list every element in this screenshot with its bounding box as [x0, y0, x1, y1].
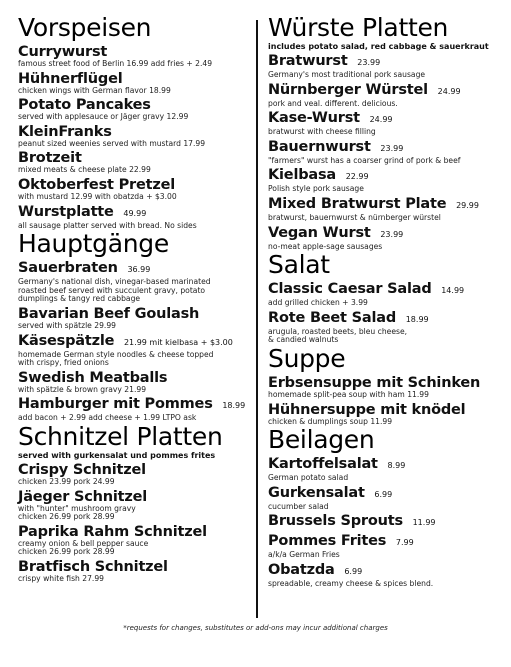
item-description: chicken 26.99 pork 28.99 [18, 547, 115, 557]
item-description: served with applesauce or Jäger gravy 12.99 [18, 112, 189, 122]
item-description: Germany's national dish, vinegar-based marinated [18, 277, 211, 287]
menu-item-erbsensuppe-mit-schinken [268, 375, 504, 400]
item-price: 23.99 [380, 229, 404, 239]
item-name [268, 82, 504, 100]
menu-item-obatzda [268, 562, 504, 589]
section-suppe [268, 345, 504, 426]
section-note: includes potato salad, red cabbage & sauerkraut [268, 42, 489, 51]
item-description: crispy white fish 27.99 [18, 573, 104, 583]
section-note: served with gurkensalat und pommes frites [18, 450, 216, 460]
item-name [18, 489, 252, 505]
item-name-text: Hühnerflügel [18, 70, 123, 87]
item-description: "farmers" wurst has a coarser grind of pork & beef [268, 155, 461, 165]
item-name [268, 533, 504, 551]
item-name-text: Kartoffelsalat [268, 456, 378, 473]
menu-item-rote-beet-salad [268, 310, 504, 345]
item-name-text: Wurstplatte [18, 203, 114, 220]
menu-item-gurkensalat [268, 485, 504, 512]
item-name-text: Brotzeit [18, 150, 82, 167]
item-name-text: Bavarian Beef Goulash [18, 305, 200, 322]
item-name-text: Erbsensuppe mit Schinken [268, 374, 481, 391]
item-price: 11.99 [412, 518, 436, 528]
item-name-text: Obatzda [268, 561, 335, 578]
item-name [268, 402, 504, 418]
menu-item-bratfisch-schnitzel [18, 559, 252, 584]
section-title: Hauptgänge [18, 229, 169, 259]
menu-item-kase-wurst [268, 110, 504, 137]
menu-item-oktoberfest-pretzel [18, 177, 252, 202]
section-title: Suppe [268, 343, 346, 373]
item-description: homemade German style noodles & cheese topped [18, 349, 214, 359]
item-price: 21.99 mit kielbasa + $3.00 [123, 337, 233, 347]
item-name-text: Kase-Wurst [268, 110, 360, 127]
item-name [18, 370, 252, 386]
section-title: Vorspeisen [18, 13, 152, 42]
section-title: Würste Platten [268, 13, 449, 42]
item-name-text: Bratfisch Schnitzel [18, 558, 168, 575]
section-wurste-platten [268, 14, 504, 251]
menu-item-bratwurst [268, 53, 504, 80]
item-name [268, 53, 504, 71]
item-description: add grilled chicken + 3.99 [268, 298, 368, 308]
item-price: 18.99 [222, 401, 246, 411]
item-name [18, 150, 252, 166]
menu-item-sauerbraten [18, 260, 252, 304]
item-description: creamy onion & bell pepper sauce [18, 538, 149, 548]
item-name [18, 124, 252, 140]
menu-item-swedish-meatballs [18, 370, 252, 395]
item-description: Polish style pork sausage [268, 184, 364, 194]
item-name-text: Vegan Wurst [268, 224, 371, 241]
item-name-text: Pommes Frites [268, 533, 387, 550]
item-name [268, 375, 504, 391]
item-price: 18.99 [405, 314, 429, 324]
item-description: Germany's most traditional pork sausage [268, 70, 426, 79]
item-description: cucumber salad [268, 501, 329, 511]
item-description: spreadable, creamy cheese & spices blend. [268, 578, 434, 588]
item-name [18, 306, 252, 322]
item-description: no-meat apple-sage sausages [268, 241, 383, 251]
item-name-text: Paprika Rahm Schnitzel [18, 523, 207, 540]
item-description: German potato salad [268, 473, 349, 483]
item-name [18, 260, 252, 278]
item-name [268, 513, 504, 531]
menu-item-jaeger-schnitzel [18, 489, 252, 522]
menu-item-brotzeit [18, 150, 252, 175]
item-name [268, 485, 504, 503]
item-description: chicken wings with German flavor 18.99 [18, 85, 171, 95]
item-name [268, 281, 504, 299]
item-name [18, 462, 252, 478]
item-price: 23.99 [357, 58, 381, 67]
item-description: bratwurst, bauernwurst & nürnberger würstel [268, 212, 441, 222]
column-divider [256, 20, 258, 618]
item-price: 7.99 [395, 538, 414, 548]
item-name-text: Bauernwurst [268, 138, 371, 155]
section-salat [268, 251, 504, 345]
menu-item-kielbasa [268, 167, 504, 194]
menu-item-paprika-rahm-schnitzel [18, 524, 252, 557]
menu-item-crispy-schnitzel [18, 462, 252, 487]
menu-item-pommes-frites [268, 533, 504, 560]
section-schnitzel-platten [18, 423, 252, 584]
item-description: mixed meats & cheese plate 22.99 [18, 165, 151, 175]
item-price: 8.99 [387, 461, 406, 471]
item-name [18, 71, 252, 87]
item-description: homemade split-pea soup with ham 11.99 [268, 389, 429, 399]
item-description: peanut sized weenies served with mustard 17.99 [18, 138, 206, 148]
item-price: 29.99 [456, 200, 479, 210]
section-title: Beilagen [268, 425, 375, 455]
item-description: roasted beef served with succulent gravy, potato [18, 285, 206, 295]
item-name-text: Classic Caesar Salad [268, 281, 432, 298]
item-description: a/k/a German Fries [268, 550, 340, 560]
menu-item-huhnerflugel [18, 71, 252, 96]
left-column [18, 14, 252, 583]
item-name [268, 196, 504, 214]
item-name-text: Currywurst [18, 44, 108, 60]
item-name-text: Gurkensalat [268, 484, 365, 501]
menu-item-bavarian-beef-goulash [18, 306, 252, 331]
item-name [18, 97, 252, 113]
item-name-text: Hühnersuppe mit knödel [268, 401, 466, 418]
item-price: 36.99 [127, 265, 151, 275]
item-name [18, 44, 252, 60]
item-description: dumplings & tangy red cabbage [18, 294, 141, 304]
item-name [268, 225, 504, 243]
menu-item-kleinfranks [18, 124, 252, 149]
item-description: chicken & dumplings soup 11.99 [268, 416, 393, 426]
menu-item-nurnberger-wurstel [268, 82, 504, 109]
menu-item-kasespatzle [18, 333, 252, 368]
item-description: arugula, roasted beets, bleu cheese, [268, 326, 408, 336]
item-name [18, 396, 252, 414]
item-price: 6.99 [374, 489, 393, 499]
item-price: 14.99 [441, 286, 465, 296]
section-title: Schnitzel Platten [18, 421, 223, 451]
item-description: with crispy, fried onions [18, 358, 109, 368]
item-description: chicken 26.99 pork 28.99 [18, 512, 115, 522]
item-name-text: Oktoberfest Pretzel [18, 176, 175, 193]
item-name [268, 562, 504, 580]
item-price: 23.99 [380, 143, 404, 153]
menu-item-classic-caesar-salad [268, 281, 504, 308]
item-name [18, 524, 252, 540]
item-name-text: Brussels Sprouts [268, 513, 403, 530]
item-name-text: Potato Pancakes [18, 97, 151, 114]
menu-item-potato-pancakes [18, 97, 252, 122]
item-name [268, 456, 504, 474]
item-description: add bacon + 2.99 add cheese + 1.99 LTPO ask [18, 413, 197, 423]
item-description: famous street food of Berlin 16.99 add fries + 2.49 [18, 59, 213, 68]
right-column [268, 14, 504, 589]
item-name-text: KleinFranks [18, 123, 112, 140]
item-name [268, 167, 504, 185]
menu-item-hamburger-mit-pommes [18, 396, 252, 423]
item-price: 22.99 [345, 172, 369, 182]
item-description: with mustard 12.99 with obatzda + $3.00 [18, 191, 177, 201]
item-name-text: Bratwurst [268, 53, 348, 69]
item-description: with "hunter" mushroom gravy [18, 503, 136, 513]
section-beilagen [268, 426, 504, 588]
item-description: bratwurst with cheese filling [268, 127, 376, 137]
section-title: Salat [268, 250, 330, 280]
item-name-text: Swedish Meatballs [18, 369, 168, 386]
item-name [18, 177, 252, 193]
item-price: 49.99 [123, 208, 147, 218]
menu-item-kartoffelsalat [268, 456, 504, 483]
item-name-text: Rote Beet Salad [268, 309, 397, 326]
menu-item-bauernwurst [268, 139, 504, 166]
menu-item-currywurst [18, 44, 252, 69]
item-name-text: Nürnberger Würstel [268, 81, 428, 98]
item-name-text: Kielbasa [268, 167, 336, 184]
item-name [18, 204, 252, 222]
item-description: all sausage platter served with bread. No sides [18, 220, 197, 230]
menu-item-mixed-bratwurst-plate [268, 196, 504, 223]
item-name [18, 333, 252, 351]
item-description: chicken 23.99 pork 24.99 [18, 476, 115, 486]
menu-item-vegan-wurst [268, 225, 504, 252]
item-price: 6.99 [344, 566, 363, 576]
item-description: served with spätzle 29.99 [18, 320, 117, 330]
item-name [268, 110, 504, 128]
item-name-text: Käsespätzle [18, 332, 115, 349]
section-vorspeisen [18, 14, 252, 230]
item-name-text: Mixed Bratwurst Plate [268, 195, 447, 212]
item-name-text: Hamburger mit Pommes [18, 396, 213, 413]
menu-item-huhnersuppe-mit-knodel [268, 402, 504, 427]
item-description: with spätzle & brown gravy 21.99 [18, 384, 147, 394]
section-hauptgange [18, 230, 252, 423]
item-price: 24.99 [437, 86, 461, 96]
menu-item-brussels-sprouts [268, 513, 504, 531]
item-name [268, 310, 504, 328]
item-name [18, 559, 252, 575]
item-name-text: Jäeger Schnitzel [18, 488, 148, 505]
item-name-text: Sauerbraten [18, 260, 118, 277]
menu-item-wurstplatte [18, 204, 252, 231]
item-price: 24.99 [369, 115, 393, 125]
footer-note: *requests for changes, substitutes or add-ons may incur additional charges [123, 624, 388, 632]
item-name-text: Crispy Schnitzel [18, 461, 146, 478]
item-name [268, 139, 504, 157]
item-description: pork and veal. different. delicious. [268, 98, 398, 108]
item-description: & candied walnuts [268, 335, 339, 345]
